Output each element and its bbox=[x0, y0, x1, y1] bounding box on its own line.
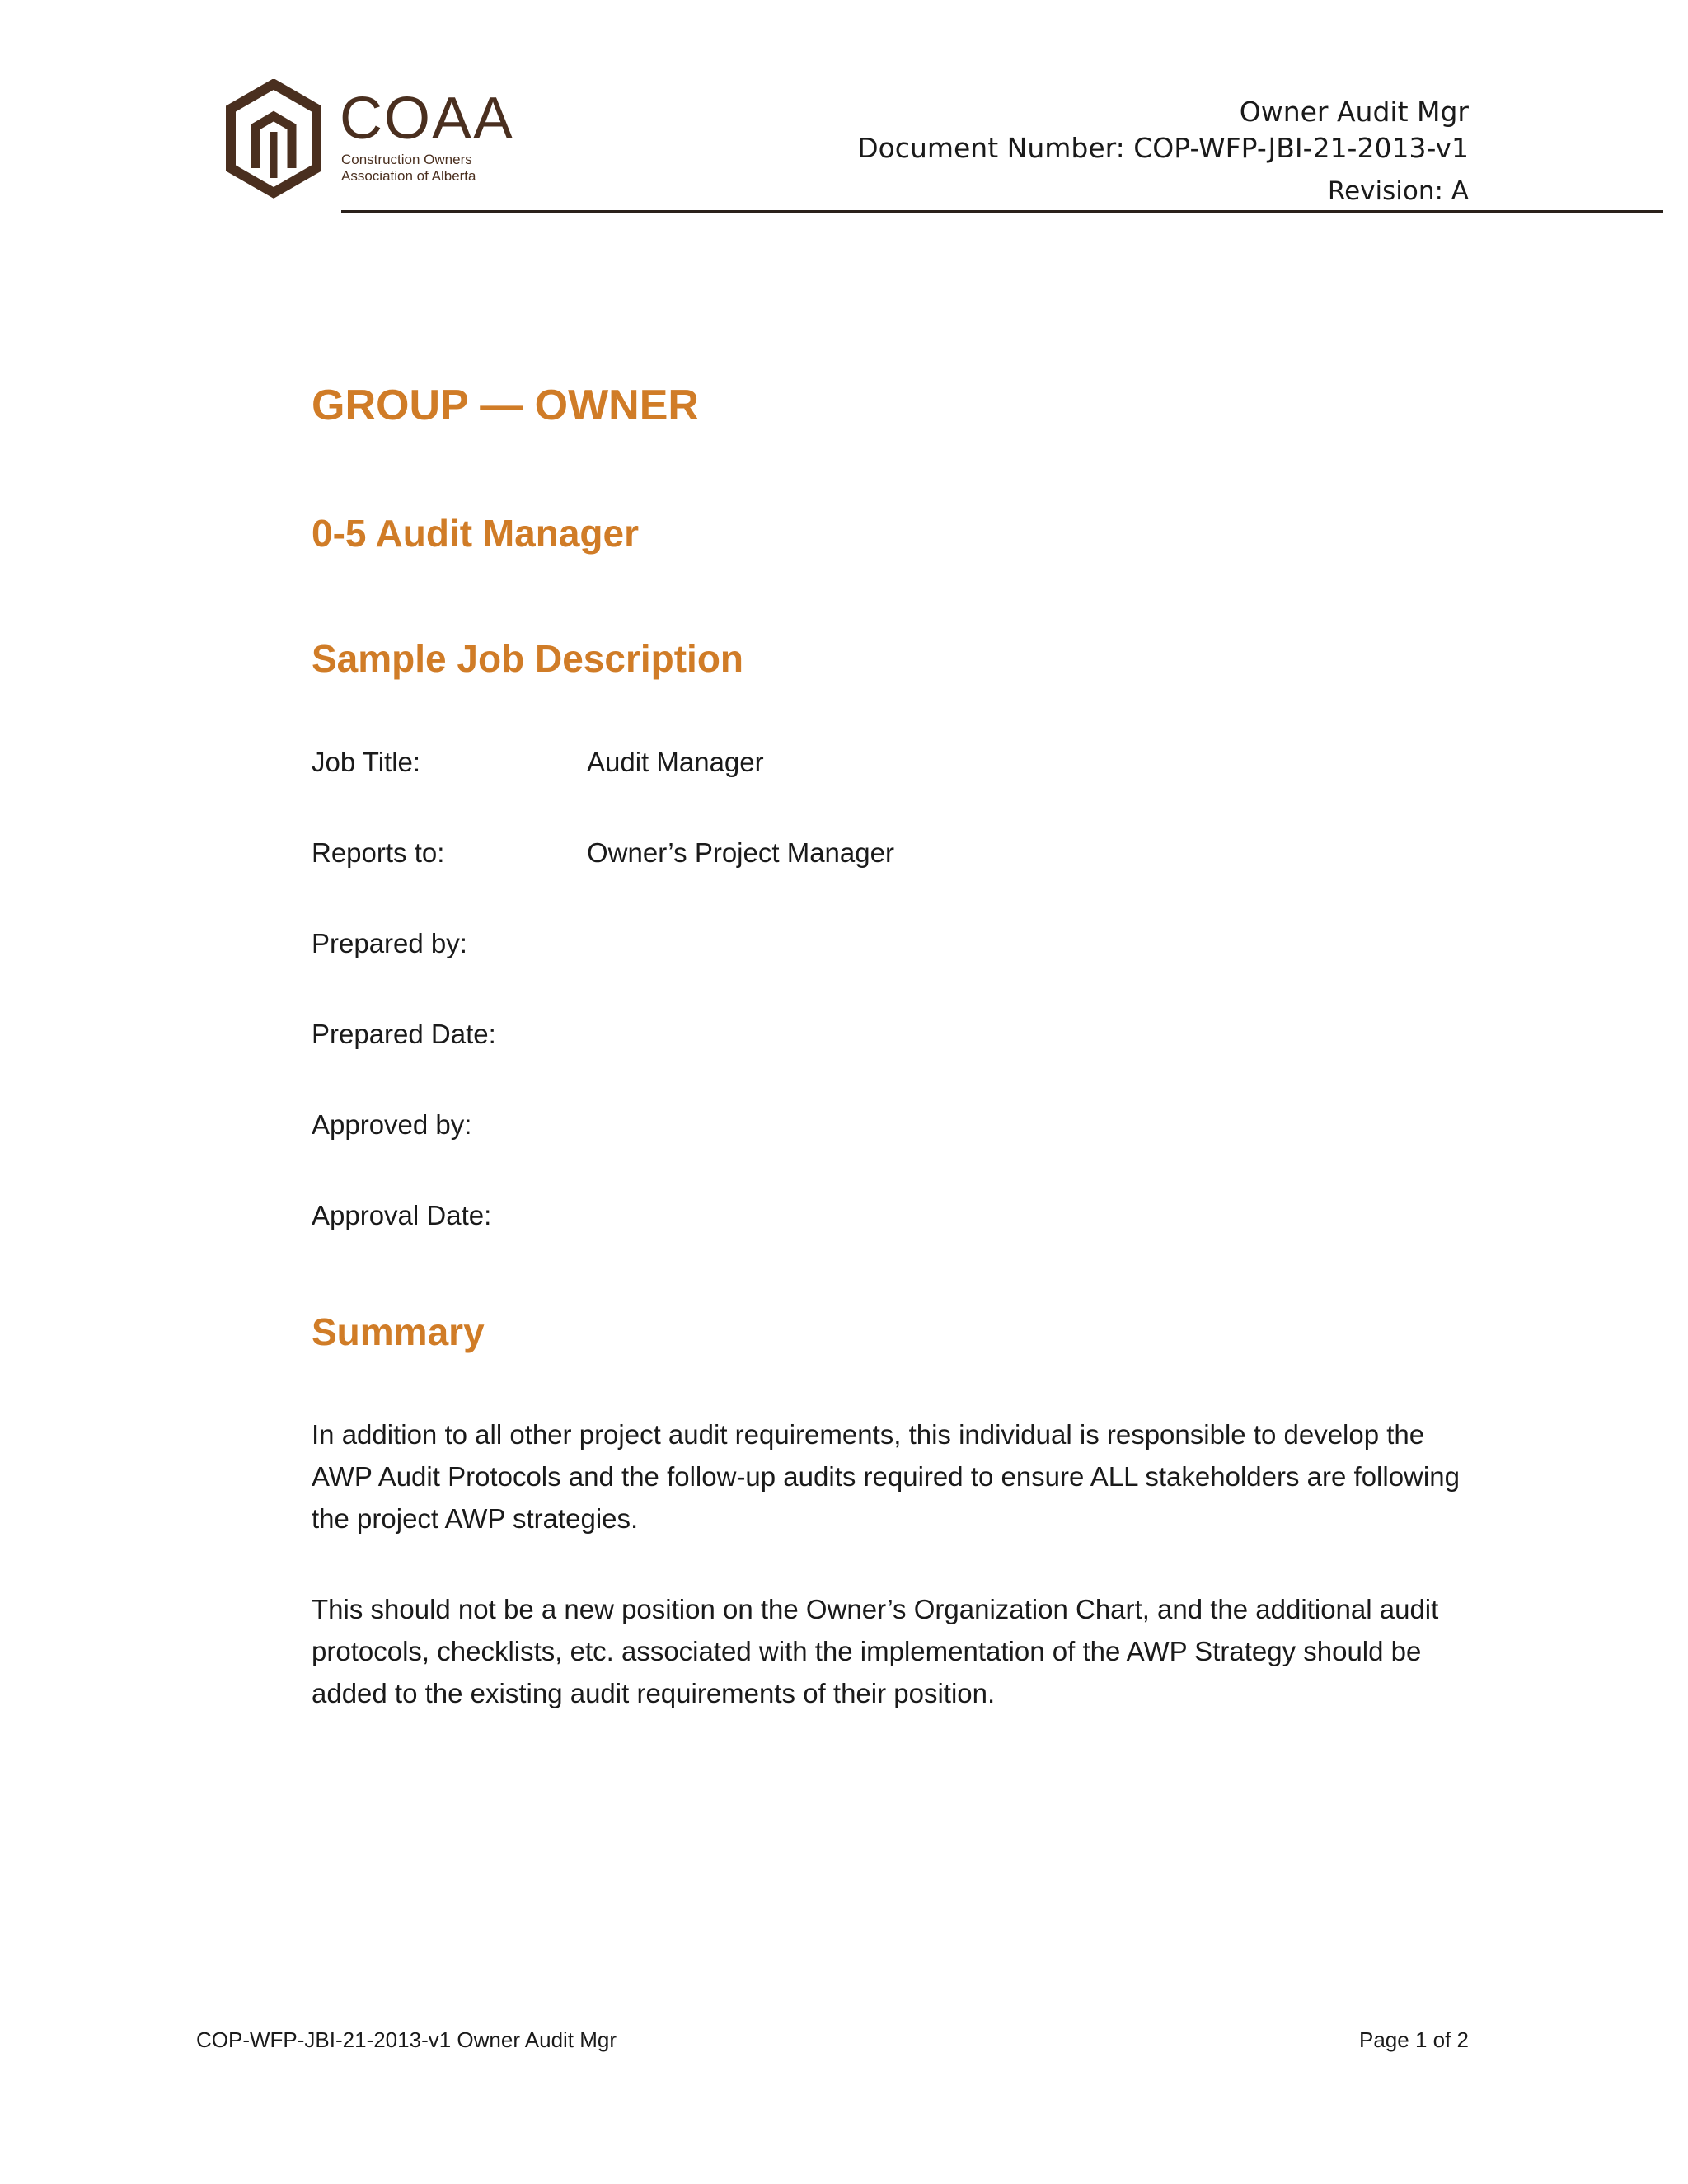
footer-page-number: Page 1 of 2 bbox=[1359, 2027, 1469, 2052]
hexagon-logo-icon bbox=[224, 79, 331, 203]
field-label-prepared-by: Prepared by: bbox=[312, 928, 467, 958]
logo-subtitle-line1: Construction Owners bbox=[341, 152, 472, 167]
revision-value: A bbox=[1451, 176, 1469, 206]
section-heading: Sample Job Description bbox=[312, 637, 744, 680]
document-number-value: COP-WFP-JBI-21-2013-v1 bbox=[1133, 132, 1469, 164]
logo-subtitle-line2: Association of Alberta bbox=[341, 168, 476, 184]
header-divider bbox=[341, 210, 1663, 213]
logo-wordmark: COAA bbox=[340, 86, 515, 152]
role-heading: 0-5 Audit Manager bbox=[312, 512, 640, 555]
summary-paragraph-1: In addition to all other project audit requirements, this individual is responsible to develop the AWP Audit Protocols and the follow-up audits required to ensure ALL stakeholders are following the project AWP strategies. bbox=[312, 1419, 1460, 1534]
header-title: Owner Audit Mgr bbox=[1239, 96, 1469, 128]
group-heading: GROUP — OWNER bbox=[312, 382, 699, 429]
field-label-reports-to: Reports to: bbox=[312, 837, 445, 868]
field-value-reports-to: Owner’s Project Manager bbox=[587, 837, 894, 868]
revision-label: Revision: bbox=[1327, 176, 1443, 206]
field-label-job-title: Job Title: bbox=[312, 747, 421, 777]
footer-document-reference: COP-WFP-JBI-21-2013-v1 Owner Audit Mgr bbox=[196, 2027, 617, 2052]
summary-paragraph-2: This should not be a new position on the Owner’s Organization Chart, and the additional audit protocols, checklists, etc. associated with the implementation of the AWP Strategy should be added to the existing audit requirements of their position. bbox=[312, 1594, 1439, 1708]
field-value-job-title: Audit Manager bbox=[587, 747, 764, 777]
field-label-prepared-date: Prepared Date: bbox=[312, 1019, 496, 1049]
coaa-logo bbox=[224, 79, 515, 203]
field-label-approved-by: Approved by: bbox=[312, 1109, 472, 1140]
summary-heading: Summary bbox=[312, 1310, 485, 1353]
field-label-approval-date: Approval Date: bbox=[312, 1200, 492, 1230]
header-document-number bbox=[857, 132, 1469, 164]
header-revision bbox=[1328, 176, 1469, 206]
document-number-label: Document Number: bbox=[857, 132, 1125, 164]
